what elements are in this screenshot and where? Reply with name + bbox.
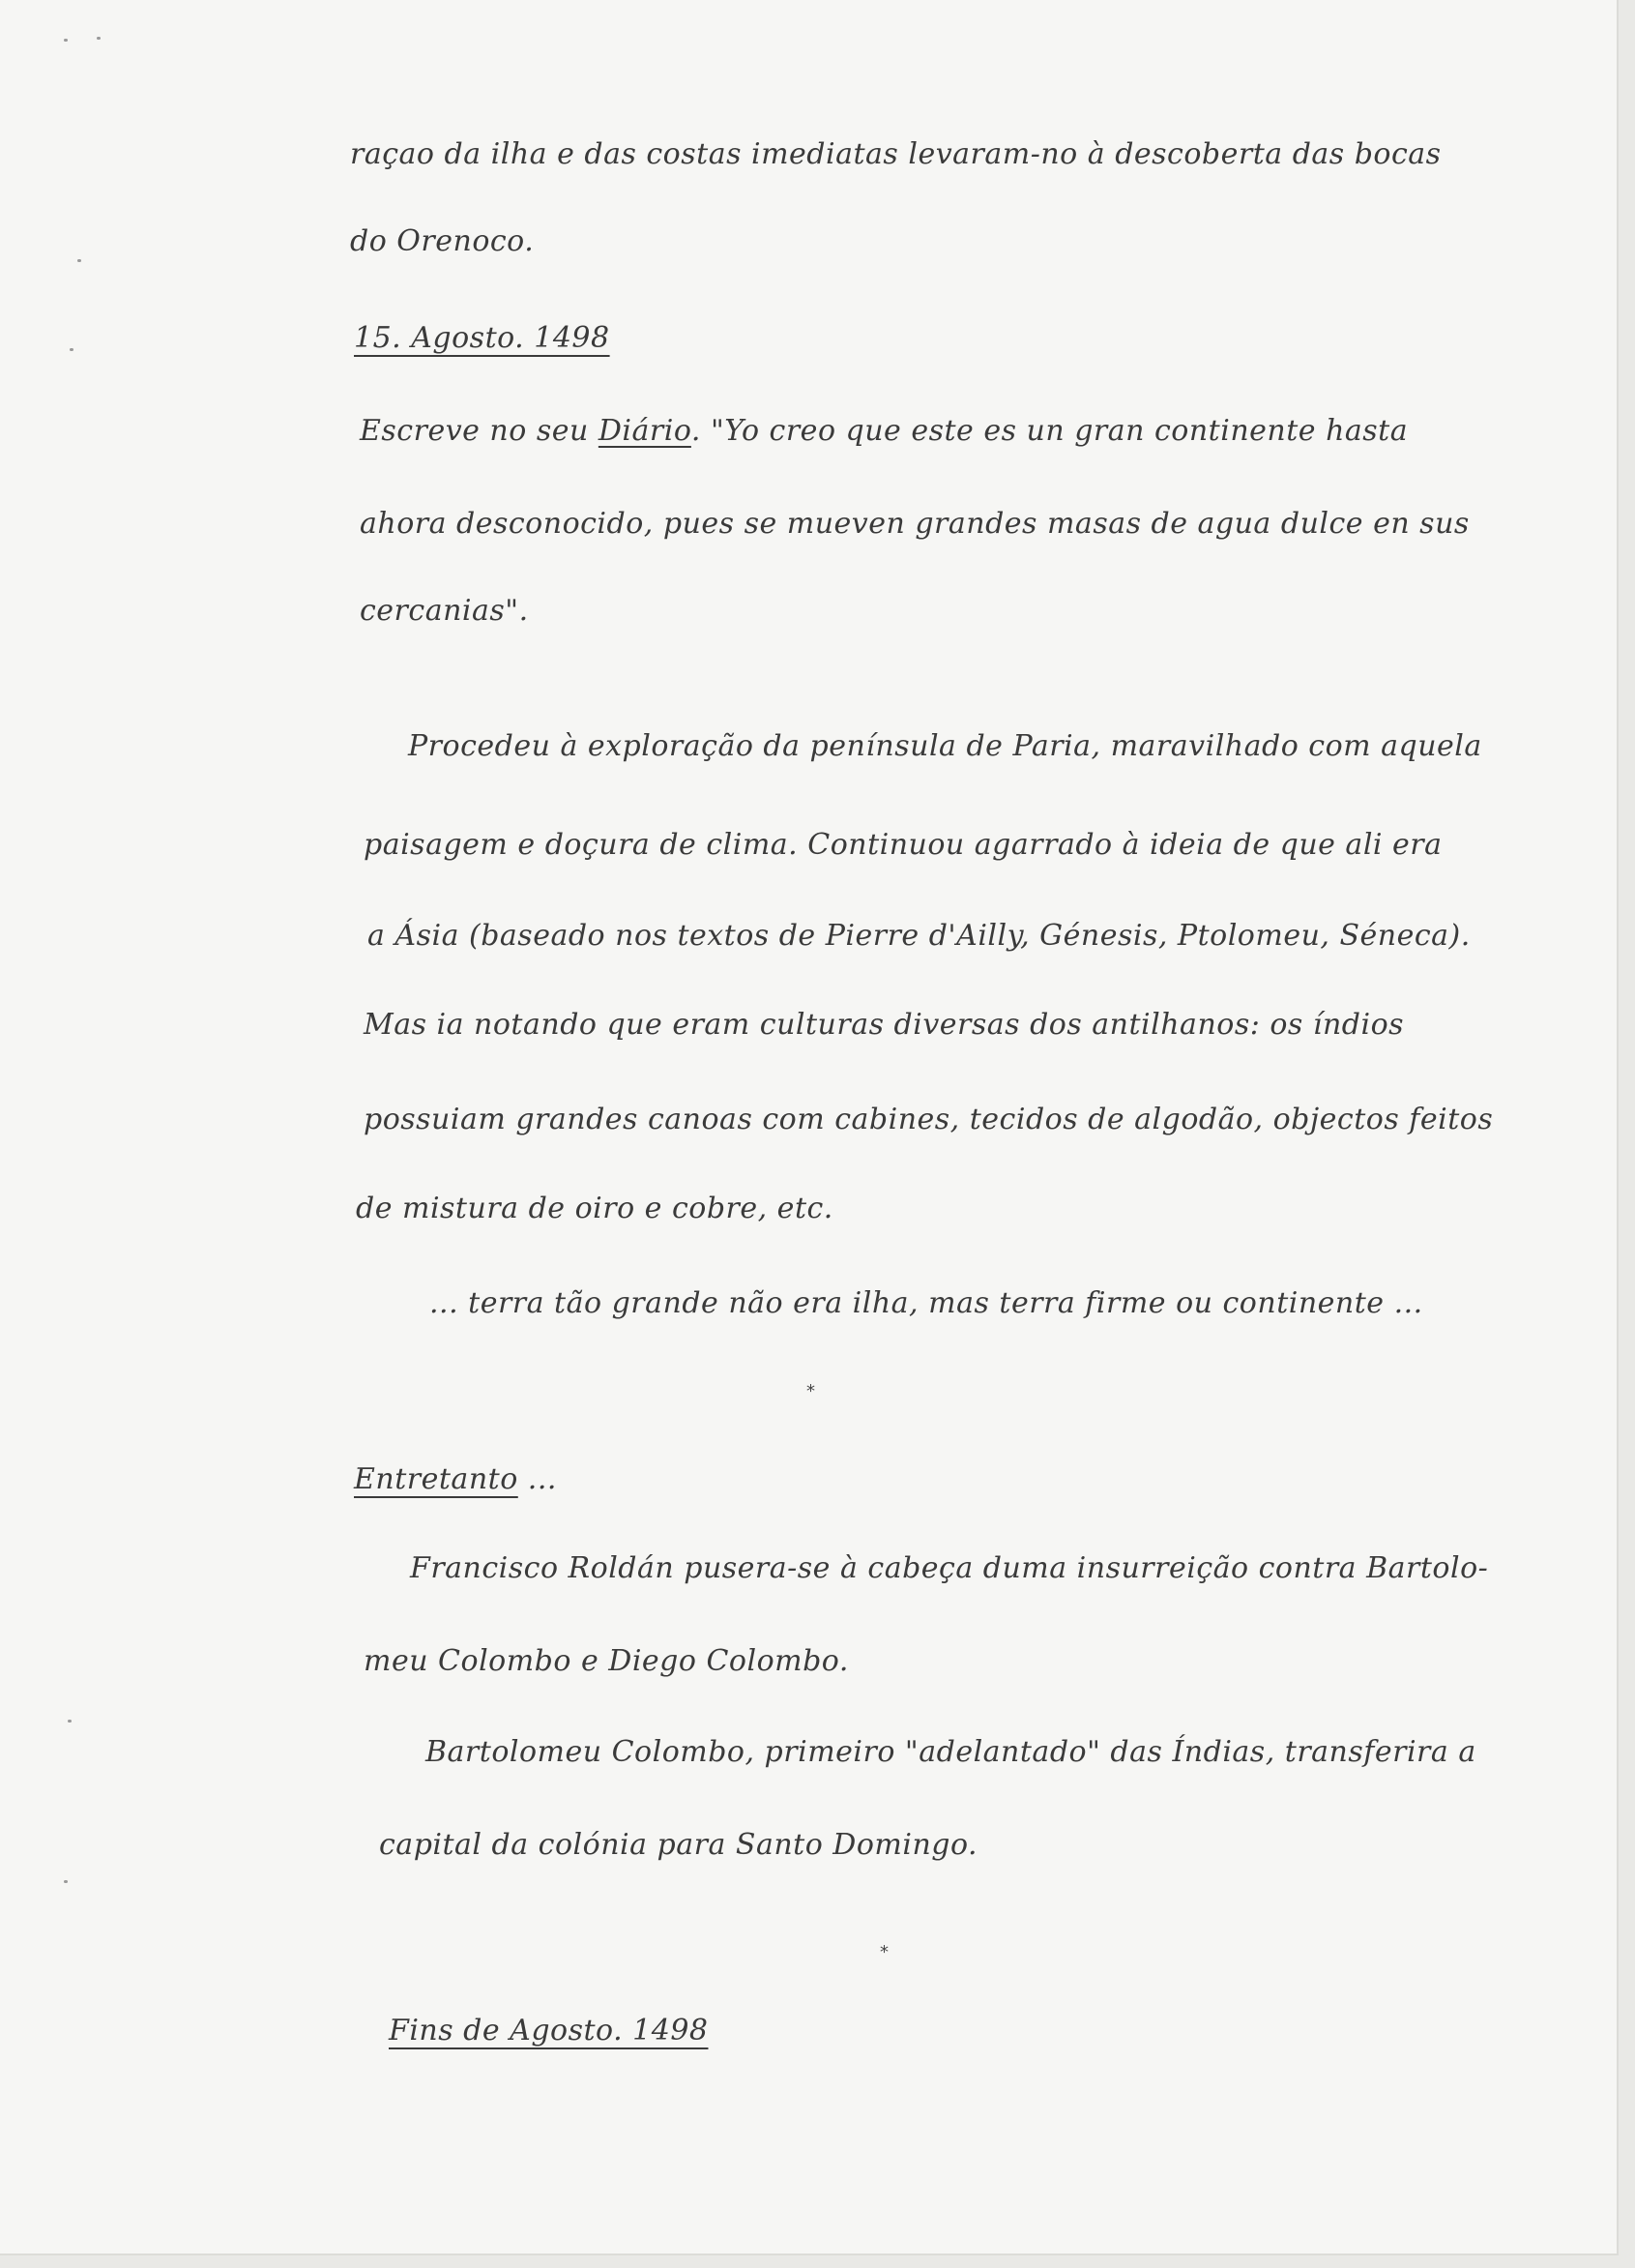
paper-speck <box>77 259 81 262</box>
text-line: Francisco Roldán pusera-se à cabeça duma insurreição contra Bartolo- <box>410 1551 1489 1585</box>
text-line: Procedeu à exploração da península de Paria, maravilhado com aquela <box>408 729 1482 763</box>
text-line: de mistura de oiro e cobre, etc. <box>356 1192 833 1225</box>
text-line: ahora desconocido, pues se mueven grandes masas de agua dulce en sus <box>360 507 1470 541</box>
text-segment: Escreve no seu <box>360 414 599 448</box>
paper-speck <box>68 1720 72 1723</box>
text-line: possuiam grandes canoas com cabines, tecidos de algodão, objectos feitos <box>364 1103 1494 1136</box>
heading-text: Entretanto <box>354 1462 518 1496</box>
text-line: capital da colónia para Santo Domingo. <box>379 1828 978 1862</box>
text-line: meu Colombo e Diego Colombo. <box>364 1644 849 1678</box>
paper-speck <box>64 39 68 42</box>
underlined-word: Diário <box>598 414 691 448</box>
text-line: cercanias". <box>360 594 529 628</box>
paper-speck <box>64 1880 68 1883</box>
paper-speck <box>70 348 73 351</box>
heading-ellipsis: ... <box>517 1462 557 1496</box>
text-segment: . "Yo creo que este es un gran continente hasta <box>690 414 1409 448</box>
section-separator: * <box>806 1381 815 1401</box>
section-separator: * <box>880 1942 889 1962</box>
text-line: do Orenoco. <box>350 224 535 258</box>
text-line: Mas ia notando que eram culturas diversas dos antilhanos: os índios <box>364 1008 1405 1042</box>
section-heading <box>354 1462 557 1496</box>
text-line: ... terra tão grande não era ilha, mas terra firme ou continente ... <box>429 1286 1423 1320</box>
date-heading: Fins de Agosto. 1498 <box>389 2014 709 2047</box>
text-line: raçao da ilha e das costas imediatas levaram-no à descoberta das bocas <box>350 137 1442 171</box>
text-line: Bartolomeu Colombo, primeiro "adelantado" das Índias, transferira a <box>425 1735 1476 1769</box>
date-heading: 15. Agosto. 1498 <box>354 321 610 355</box>
text-line <box>360 414 1408 448</box>
text-line: paisagem e doçura de clima. Continuou agarrado à ideia de que ali era <box>364 828 1443 862</box>
text-line: a Ásia (baseado nos textos de Pierre d'Ailly, Génesis, Ptolomeu, Séneca). <box>367 919 1471 953</box>
paper-speck <box>97 37 101 40</box>
